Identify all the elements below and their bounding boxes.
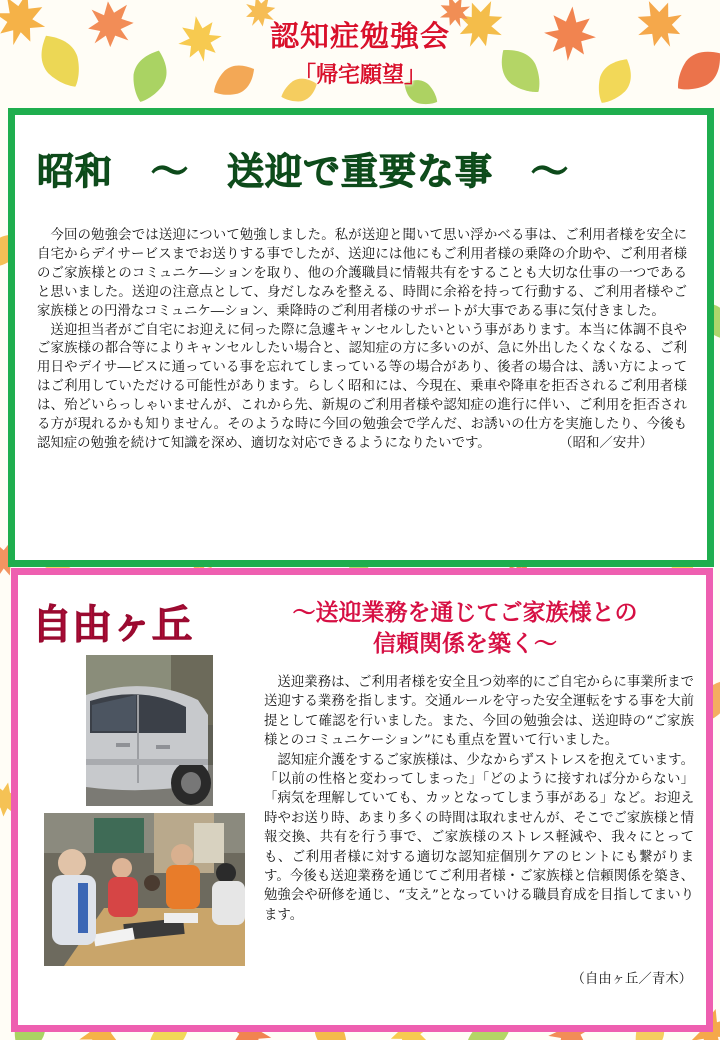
jiyugaoka-heading-line2: 信頼関係を築く～ [373,630,557,657]
newsletter-header [0,0,720,100]
jiyugaoka-section [11,568,713,1032]
jiyugaoka-paragraph-2: 認知症介護をするご家族様は、少なからずストレスを抱えています。「以前の性格と変わってしまった」「どのように接すれば分からない」「病気を理解していても、カッとなってしまう事がある」など。お迎え時やお送り時、あまり多くの時間は取れませんが、そこでご家族様と情報交換、共有を行う事で、ご家族様のストレス軽減や、我々にとっても、ご利用者様に対する適切な認知症個別ケアのヒントにも繋がります。今後も送迎業務を通じてご利用者様・ご家族様と信頼関係を築き、勉強会や研修を通じ、“支え”となっていける職員育成を目指してまいります。 [264,752,694,923]
showa-paragraph-1: 今回の勉強会では送迎について勉強しました。私が送迎と聞いて思い浮かべる事は、ご利用者様を安全に自宅からデイサービスまでお送りする事でしたが、送迎には他にもご利用者様の乗降の介助や、ご利用者様のご家族様とのコミュニケ―ションを取り、他の介護職員に情報共有をすることも大切な仕事の一つであると思いました。送迎の注意点として、身だしなみを整える、時間に余裕を持って行動する、ご利用者様やご家族様との円滑なコミュニケ―ション、乗降時のご利用者様のサポートが大事である事に気付きました。 [37,228,687,319]
showa-section [8,108,714,567]
car-photo [86,655,213,806]
page-title: 認知症勉強会 [269,19,450,53]
jiyugaoka-name: 自由ヶ丘 [32,601,192,648]
showa-signature: （昭和／安井） [559,435,653,451]
showa-body [37,227,687,454]
study-session-photo [44,813,245,966]
jiyugaoka-paragraph-1: 送迎業務は、ご利用者様を安全且つ効率的にご自宅からに事業所まで送迎する業務を指します。交通ルールを守った安全運転をする事を大前提として確認を行いました。また、今回の勉強会は、送迎時の“ご家族様とのコミュニケーション”にも重点を置いて行いました。 [264,675,694,749]
showa-paragraph-2: 送迎担当者がご自宅にお迎えに伺った際に急遽キャンセルしたいという事があります。本当に体調不良やご家族様の都合等によりキャンセルしたい場合と、認知症の方に多いのが、急に外出したくなくなる、ご利用日やデイサ―ビスに通っている事を忘れてしまっている等の場合があり、後者の場合は、誘い方によってはご利用していただける可能性があります。らしく昭和には、今現在、乗車や降車を拒否されるご利用者様は、殆どいらっしゃいませんが、これから先、新規のご利用者様や認知症の進行に伴い、ご利用を拒否される方が現れるかも知りません。そのような時に今回の勉強会で学んだ、お誘いの仕方を実施したり、今後も認知症の勉強を続けて知識を深め、適切な対応できるようになりたいです。 [37,322,687,451]
jiyugaoka-heading-line1: ～送迎業務を通じてご家族様との [292,599,638,626]
jiyugaoka-heading [250,597,680,659]
showa-heading: 昭和 ～ 送迎で重要な事 ～ [37,150,569,193]
jiyugaoka-signature: （自由ヶ丘／青木） [571,972,692,987]
jiyugaoka-body [264,673,694,925]
page-subtitle: 「帰宅願望」 [293,63,426,88]
